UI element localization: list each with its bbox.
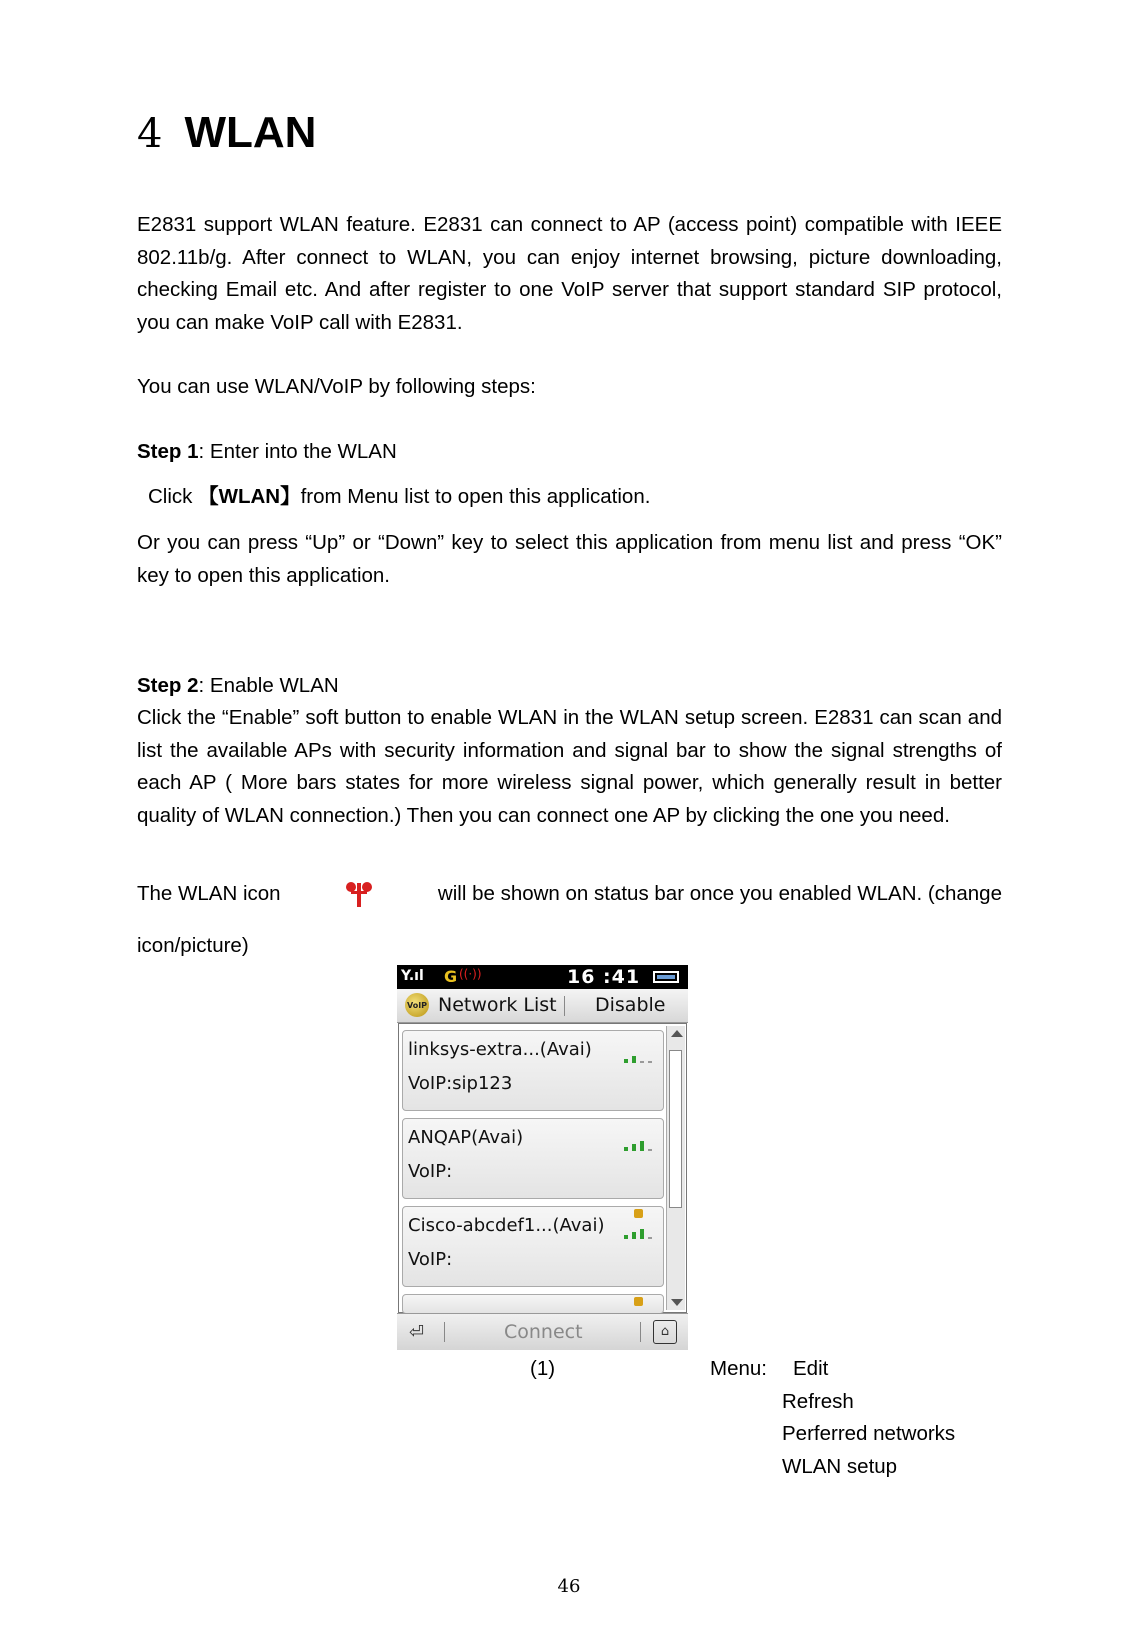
- wlan-antenna-icon: [342, 879, 376, 909]
- signal-bars-icon: [624, 1049, 660, 1063]
- battery-icon: [653, 971, 679, 983]
- step2-icon-line: [137, 878, 1002, 911]
- step2-body: Click the “Enable” soft button to enable WLAN in the WLAN setup screen. E2831 can scan and list the available APs with security information and signal bar to show the signal strengths of each AP ( More bars states for more wireless signal power, which generally result in better quality of WLAN connection.) Then you can connect one AP by clicking the one you need.: [137, 706, 1002, 827]
- scroll-down-arrow-icon[interactable]: [671, 1299, 683, 1306]
- signal-bar: [632, 1144, 636, 1151]
- phone-clock: 16 :41: [567, 966, 641, 988]
- softkey-divider: [444, 1322, 445, 1342]
- lock-icon: [634, 1297, 643, 1306]
- menu-item-edit: Edit: [793, 1357, 829, 1380]
- menu-item-wlan-setup: WLAN setup: [782, 1455, 898, 1478]
- phone-screenshot: [397, 965, 688, 1350]
- signal-bar: [632, 1232, 636, 1239]
- section-heading: [137, 108, 316, 168]
- step1-click-app: 【WLAN】: [198, 485, 301, 508]
- connect-button[interactable]: Connect: [504, 1321, 583, 1343]
- step2-title: : Enable WLAN: [198, 674, 339, 697]
- ap-list: [398, 1023, 687, 1313]
- ap-item-partial[interactable]: [402, 1294, 664, 1314]
- step1-click-line: [148, 481, 650, 513]
- ap-item[interactable]: [402, 1206, 664, 1287]
- section-number: 4: [137, 111, 163, 157]
- page-number: 46: [557, 1576, 581, 1597]
- phone-status-bar: [397, 965, 688, 989]
- ap-voip: VoIP:sip123: [408, 1073, 513, 1094]
- signal-bar: [648, 1149, 652, 1151]
- menu-item-preferred-networks: Perferred networks: [782, 1422, 956, 1445]
- step2-heading: [137, 670, 339, 702]
- step2-label: Step 2: [137, 674, 199, 697]
- softkey-divider: [640, 1322, 641, 1342]
- signal-bar: [640, 1229, 644, 1239]
- back-icon[interactable]: ⏎: [409, 1322, 425, 1343]
- step1-alt-paragraph: Or you can press “Up” or “Down” key to select this application from menu list and press “OK” key to open this application.: [137, 531, 1002, 587]
- softkey-bar: [397, 1313, 688, 1350]
- ap-item[interactable]: [402, 1030, 664, 1111]
- step2-icon-prefix: The WLAN icon: [137, 882, 281, 905]
- step1-click-suffix: from Menu list to open this application.: [300, 485, 651, 508]
- ap-voip: VoIP:: [408, 1161, 453, 1182]
- signal-bar: [632, 1056, 636, 1063]
- ap-voip: VoIP:: [408, 1249, 453, 1270]
- signal-bar: [648, 1237, 652, 1239]
- status-wlan-icon: ((·)): [459, 967, 482, 981]
- signal-bar: [640, 1141, 644, 1151]
- step1-heading: [137, 436, 397, 468]
- signal-icon: Y.ıl: [401, 968, 424, 984]
- signal-bar: [648, 1061, 652, 1063]
- intro-paragraph: E2831 support WLAN feature. E2831 can connect to AP (access point) compatible with IEEE 802.11b/g. After connect to WLAN, you can enjoy internet browsing, picture downloading, checking Email etc. And after register to one VoIP server that support standard SIP protocol, you can make VoIP call with E2831.: [137, 213, 1002, 334]
- signal-bars-icon: [624, 1225, 660, 1239]
- scroll-up-arrow-icon[interactable]: [671, 1030, 683, 1037]
- disable-button[interactable]: Disable: [595, 994, 666, 1016]
- title-divider: [564, 996, 565, 1016]
- ap-name: Cisco-abcdef1...(Avai): [408, 1215, 605, 1236]
- menu-label: Menu:: [710, 1357, 767, 1380]
- scroll-thumb[interactable]: [669, 1050, 682, 1208]
- list-scrollbar[interactable]: [666, 1026, 685, 1310]
- network-type: G: [444, 967, 458, 986]
- signal-bars-icon: [624, 1137, 660, 1151]
- home-icon[interactable]: ⌂: [653, 1320, 677, 1344]
- ap-name: linksys-extra...(Avai): [408, 1039, 592, 1060]
- section-title: WLAN: [184, 108, 317, 157]
- ap-name: ANQAP(Avai): [408, 1127, 524, 1148]
- step1-label: Step 1: [137, 440, 199, 463]
- steps-intro: You can use WLAN/VoIP by following steps:: [137, 375, 536, 398]
- signal-bar: [624, 1059, 628, 1063]
- network-list-title-bar: [397, 989, 688, 1023]
- menu-item-refresh: Refresh: [782, 1390, 854, 1413]
- network-list-title: Network List: [438, 994, 557, 1016]
- signal-bar: [640, 1061, 644, 1063]
- signal-bar: [624, 1147, 628, 1151]
- figure-caption: (1): [530, 1357, 556, 1380]
- step1-title: : Enter into the WLAN: [198, 440, 397, 463]
- lock-icon: [634, 1209, 643, 1218]
- ap-item[interactable]: [402, 1118, 664, 1199]
- step2-icon-suffix: will be shown on status bar once you enabled WLAN. (change: [437, 882, 1002, 905]
- step1-click-prefix: Click: [148, 485, 199, 508]
- voip-badge-icon: VoIP: [405, 993, 429, 1017]
- step2-icon-tail: icon/picture): [137, 934, 249, 957]
- signal-bar: [624, 1235, 628, 1239]
